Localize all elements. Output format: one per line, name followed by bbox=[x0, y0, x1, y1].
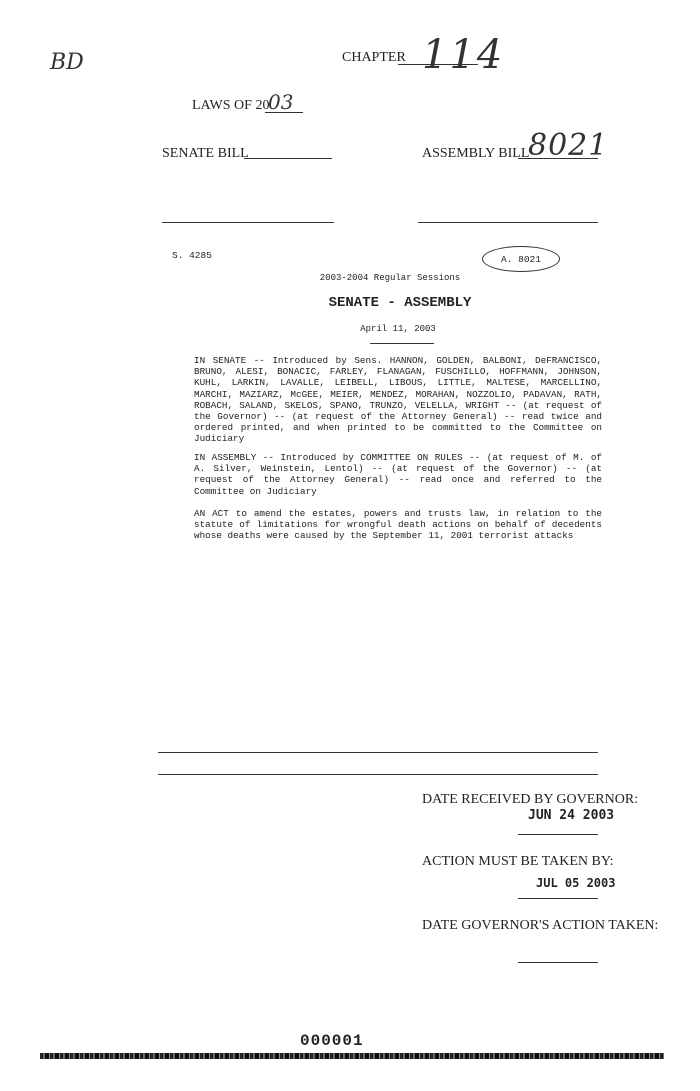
divider-right bbox=[418, 222, 598, 223]
laws-year: 03 bbox=[268, 90, 294, 114]
assembly-bill-number: 8021 bbox=[528, 128, 609, 163]
divider-left bbox=[162, 222, 334, 223]
date-received-line bbox=[518, 834, 598, 835]
action-taken-line bbox=[518, 962, 598, 963]
scan-edge-strip bbox=[40, 1053, 664, 1059]
action-deadline-stamp: JUL 05 2003 bbox=[536, 876, 616, 890]
date-received-label: DATE RECEIVED BY GOVERNOR: bbox=[422, 792, 639, 807]
assembly-number-text: A. 8021 bbox=[501, 253, 541, 265]
senate-bill-number: S. 4285 bbox=[172, 250, 212, 261]
bill-date: April 11, 2003 bbox=[360, 324, 436, 334]
assembly-introduction: IN ASSEMBLY -- Introduced by COMMITTEE ON RULES -- (at request of M. of A. Silver, Weinstein, Lentol) -- (at request of the Governor) -- (at request of the Attorney General) -- read once and referred to the Committee on Judiciary bbox=[194, 452, 602, 497]
assembly-bill-label: ASSEMBLY BILL bbox=[422, 146, 530, 161]
chapter-label: CHAPTER bbox=[342, 50, 406, 65]
assembly-bill-number-circled bbox=[482, 246, 560, 272]
bottom-rule-bottom bbox=[158, 774, 598, 775]
chapter-number: 114 bbox=[422, 32, 505, 78]
senate-bill-label: SENATE BILL bbox=[162, 146, 249, 161]
action-deadline-label: ACTION MUST BE TAKEN BY: bbox=[422, 854, 614, 869]
senate-bill-underline bbox=[244, 158, 332, 159]
session-line: 2003-2004 Regular Sessions bbox=[319, 273, 461, 283]
laws-label: LAWS OF 20 bbox=[192, 98, 270, 113]
date-received-stamp: JUN 24 2003 bbox=[528, 808, 615, 823]
act-description: AN ACT to amend the estates, powers and trusts law, in relation to the statute of limitations for wrongful death actions on behalf of decedents whose deaths were caused by the September 11, 2001 terrorist attacks bbox=[194, 508, 602, 542]
bottom-rule-top bbox=[158, 752, 598, 753]
action-deadline-line bbox=[518, 898, 598, 899]
senate-introduction: IN SENATE -- Introduced by Sens. HANNON, GOLDEN, BALBONI, DeFRANCISCO, BRUNO, ALESI, BONACIC, FARLEY, FLANAGAN, FUSCHILLO, HOFFMANN, JOHNSON, KUHL, LARKIN, LAVALLE, LEIBELL, LIBOUS, LITTLE, MALTESE, MARCELLINO, MARCHI, MAZIARZ, McGEE, MEIER, MENDEZ, MORAHAN, NOZZOLIO, PADAVAN, RATH, ROBACH, SALAND, SKELOS, SPANO, TRUNZO, VELELLA, WRIGHT -- (at request of the Governor) -- (at request of the Attorney General) -- read twice and ordered printed, and when printed to be committed to the Committee on Judiciary bbox=[194, 355, 602, 445]
house-title: SENATE - ASSEMBLY bbox=[328, 295, 472, 311]
page-number: 000001 bbox=[300, 1032, 364, 1050]
handwritten-corner-mark: BD bbox=[50, 50, 84, 75]
action-taken-label: DATE GOVERNOR'S ACTION TAKEN: bbox=[422, 918, 659, 933]
date-rule bbox=[370, 343, 434, 344]
